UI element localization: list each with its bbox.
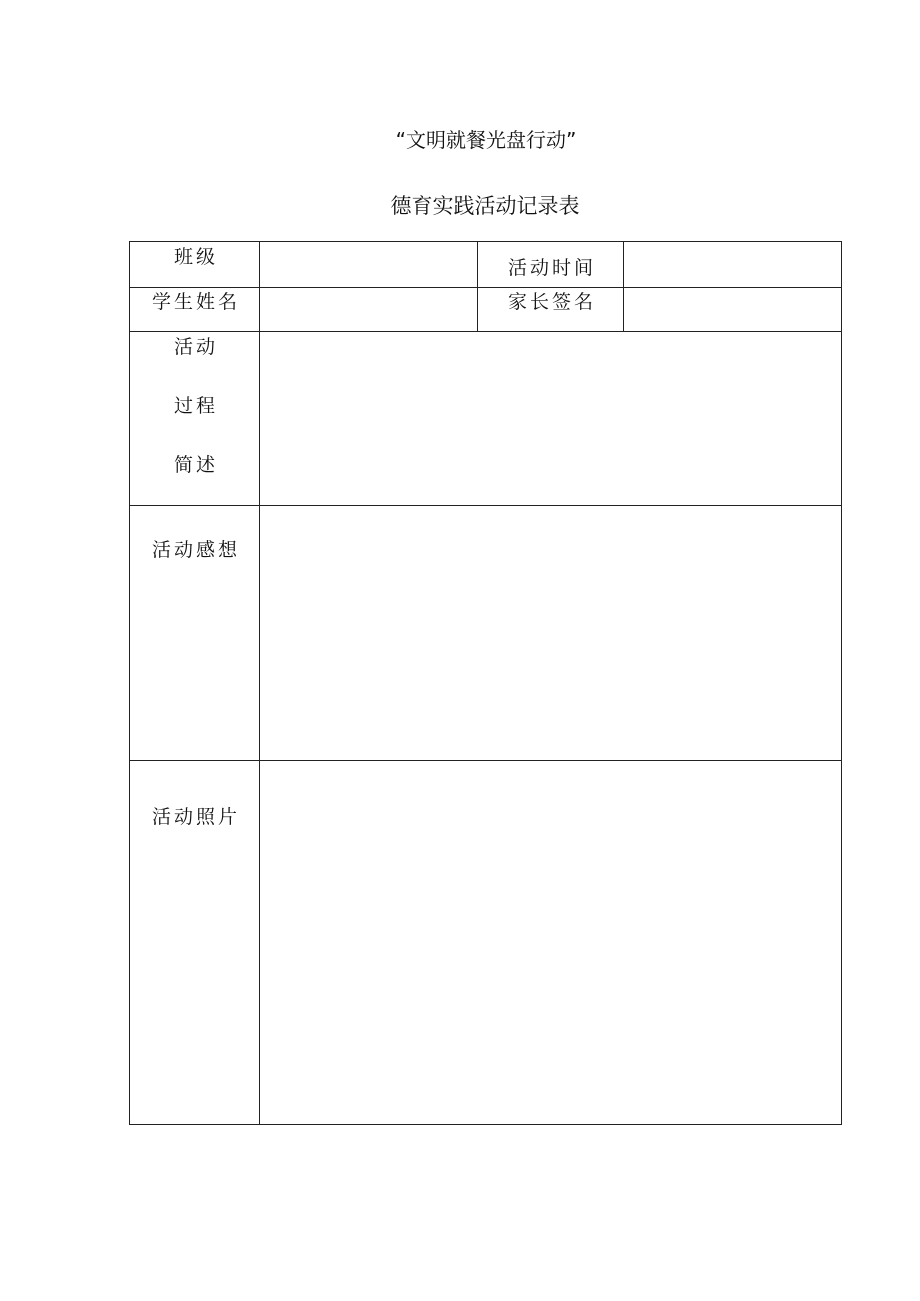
student-name-field[interactable]: [260, 288, 477, 331]
activity-time-field[interactable]: [624, 242, 841, 287]
activity-record-form: [129, 241, 842, 1125]
middle-column-divider: [477, 242, 478, 331]
document-title: “文明就餐光盘行动”: [395, 128, 577, 152]
process-label-line-1: 活动: [174, 336, 219, 358]
class-field[interactable]: [260, 242, 477, 287]
reflection-field[interactable]: [260, 506, 841, 760]
photos-field[interactable]: [260, 761, 841, 1124]
class-label: 班级: [174, 246, 219, 268]
process-label-line-2: 过程: [174, 395, 219, 417]
parent-signature-field[interactable]: [624, 288, 841, 331]
photos-label: 活动照片: [152, 806, 241, 828]
activity-time-label: 活动时间: [508, 257, 597, 279]
process-label-line-3: 简述: [174, 454, 219, 476]
process-field[interactable]: [260, 332, 841, 505]
document-subtitle: 德育实践活动记录表: [390, 194, 580, 218]
parent-signature-label: 家长签名: [508, 291, 597, 313]
reflection-label: 活动感想: [152, 539, 241, 561]
student-name-label: 学生姓名: [152, 291, 241, 313]
